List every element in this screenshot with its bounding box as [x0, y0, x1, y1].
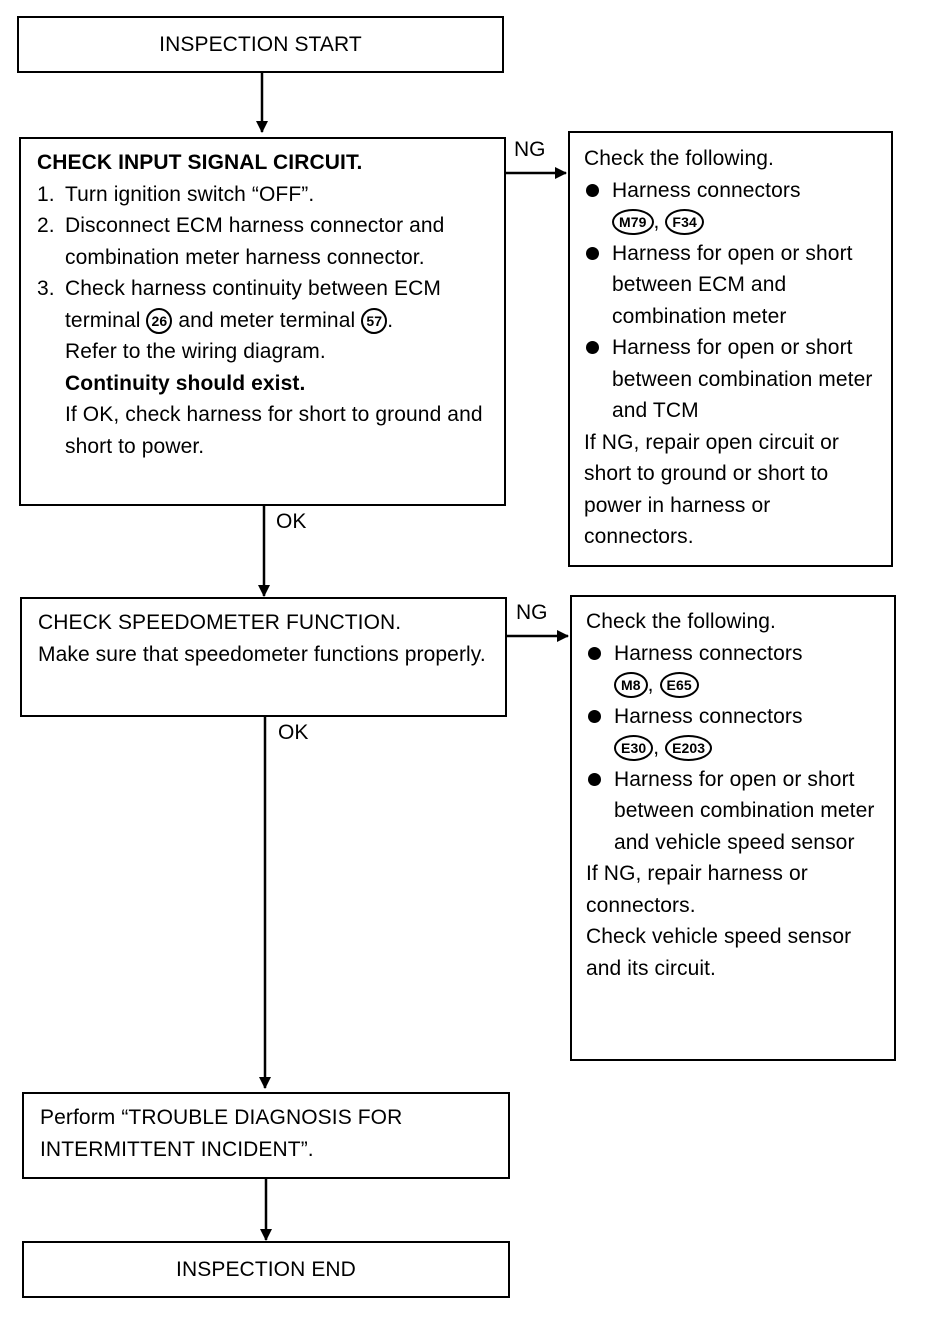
- ng1-bullet-1: Harness connectors M79 , F34: [584, 175, 883, 238]
- step1-title: CHECK INPUT SIGNAL CIRCUIT.: [37, 151, 363, 174]
- bullet-icon: [586, 184, 599, 197]
- ng2-header: Check the following.: [586, 610, 776, 633]
- step1-continuity: Continuity should exist.: [65, 371, 306, 395]
- bullet-icon: [588, 647, 601, 660]
- ng1-bullet-3: Harness for open or short between combination meter and TCM: [584, 332, 883, 427]
- ng1-bullet-2: Harness for open or short between ECM and combination meter: [584, 238, 883, 333]
- check-speedometer-box: [20, 597, 507, 717]
- step1-item-2: 2. Disconnect ECM harness connector and combination meter harness connector.: [37, 214, 445, 269]
- connector-f34: F34: [665, 209, 703, 235]
- step2-title: CHECK SPEEDOMETER FUNCTION.: [38, 611, 402, 634]
- step2-body: Make sure that speedometer functions properly.: [38, 642, 486, 666]
- ng2-footer-1: If NG, repair harness or connectors.: [586, 862, 808, 917]
- connector-e30: E30: [614, 735, 653, 761]
- ng1-footer: If NG, repair open circuit or short to ground or short to power in harness or connectors.: [584, 430, 839, 548]
- step1-refer: Refer to the wiring diagram.: [65, 340, 326, 363]
- step1-item-1: 1. Turn ignition switch “OFF”.: [37, 182, 315, 206]
- ok-label-2: OK: [278, 721, 309, 744]
- bullet-icon: [588, 710, 601, 723]
- ecm-terminal-marker: 26: [146, 308, 172, 334]
- ng2-bullet-3: Harness for open or short between combination meter and vehicle speed sensor: [586, 764, 886, 859]
- bullet-icon: [588, 773, 601, 786]
- ng-check-box-1: [568, 131, 893, 567]
- step1-item-3: 3. Check harness continuity between ECM terminal 26 and meter terminal 57 .: [37, 273, 490, 336]
- connector-e203: E203: [665, 735, 712, 761]
- ng-label-2: NG: [516, 601, 548, 624]
- connector-e65: E65: [660, 672, 699, 698]
- bullet-icon: [586, 247, 599, 260]
- bullet-icon: [586, 341, 599, 354]
- check-input-signal-box: [19, 137, 506, 506]
- ng1-header: Check the following.: [584, 147, 774, 170]
- step3-label: Perform “TROUBLE DIAGNOSIS FOR INTERMITTENT INCIDENT”.: [40, 1106, 403, 1161]
- trouble-diagnosis-box: [22, 1092, 510, 1179]
- ng-label-1: NG: [514, 138, 546, 161]
- inspection-start-box: [17, 16, 504, 73]
- connector-m79: M79: [612, 209, 654, 235]
- connector-m8: M8: [614, 672, 648, 698]
- meter-terminal-marker: 57: [361, 308, 387, 334]
- inspection-start-label: INSPECTION START: [159, 32, 362, 56]
- ng2-bullet-1: Harness connectors M8 , E65: [586, 638, 886, 701]
- ng2-bullet-2: Harness connectors E30 , E203: [586, 701, 886, 764]
- ng-check-box-2: [570, 595, 896, 1061]
- step1-if-ok: If OK, check harness for short to ground and short to power.: [65, 403, 483, 458]
- inspection-end-box: [22, 1241, 510, 1298]
- ng2-footer-2: Check vehicle speed sensor and its circuit.: [586, 925, 852, 980]
- ok-label-1: OK: [276, 510, 307, 533]
- inspection-end-label: INSPECTION END: [176, 1257, 356, 1281]
